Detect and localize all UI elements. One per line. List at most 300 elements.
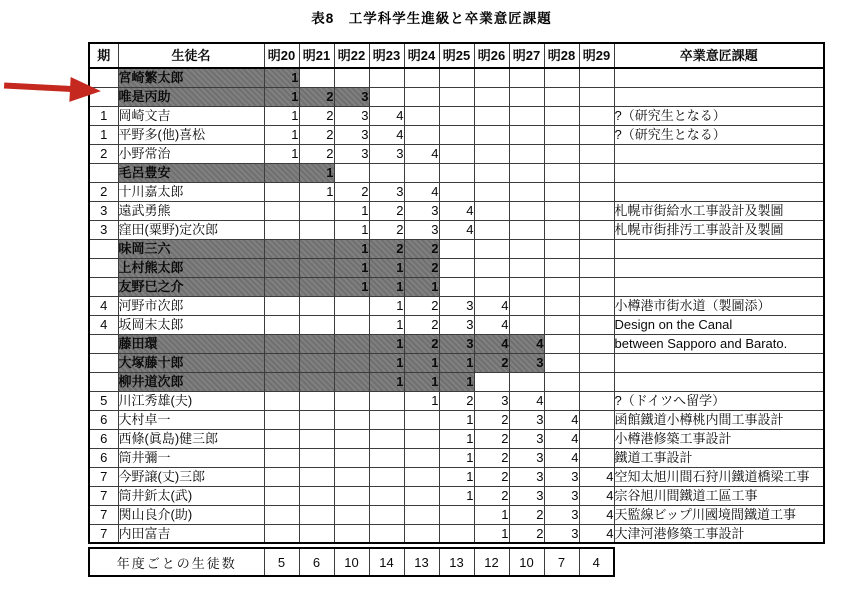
year-cell (544, 315, 579, 334)
year-cell (509, 182, 544, 201)
year-cell: 1 (369, 296, 404, 315)
year-cell (439, 68, 474, 87)
year-cell: 2 (299, 87, 334, 106)
year-cell (369, 163, 404, 182)
year-cell: 1 (474, 524, 509, 543)
year-cell: 1 (439, 486, 474, 505)
header-year-明23: 明23 (369, 43, 404, 68)
year-cell (299, 448, 334, 467)
year-cell: 1 (369, 258, 404, 277)
year-cell: 3 (509, 486, 544, 505)
student-name-cell: 筒井釿太(武) (118, 486, 264, 505)
year-cell (334, 391, 369, 410)
table-row (89, 87, 824, 106)
footer-count-cell: 10 (334, 548, 369, 576)
year-cell (474, 239, 509, 258)
student-name-cell: 河野市次郎 (118, 296, 264, 315)
header-year-明25: 明25 (439, 43, 474, 68)
year-cell (474, 258, 509, 277)
header-graduation-project: 卒業意匠課題 (614, 43, 824, 68)
student-name-cell: 坂岡末太郎 (118, 315, 264, 334)
year-cell (544, 353, 579, 372)
year-cell (544, 372, 579, 391)
year-cell: 3 (509, 467, 544, 486)
year-cell (509, 163, 544, 182)
year-cell (439, 144, 474, 163)
year-cell (509, 106, 544, 125)
year-cell (579, 353, 614, 372)
term-cell (89, 372, 118, 391)
year-cell: 1 (439, 372, 474, 391)
red-arrow-icon (2, 74, 106, 106)
student-name-cell: 平野多(他)喜松 (118, 125, 264, 144)
year-cell (369, 448, 404, 467)
year-cell: 3 (544, 505, 579, 524)
year-cell: 1 (334, 239, 369, 258)
term-cell: 3 (89, 201, 118, 220)
year-cell (299, 296, 334, 315)
student-name-cell: 今野譲(丈)三郎 (118, 467, 264, 486)
year-cell (474, 163, 509, 182)
year-cell (579, 220, 614, 239)
year-cell (474, 106, 509, 125)
year-cell: 4 (474, 334, 509, 353)
table-row (89, 277, 824, 296)
term-cell: 7 (89, 486, 118, 505)
year-cell: 2 (474, 353, 509, 372)
graduation-project-cell: 札幌市街給水工事設計及製圖 (614, 201, 824, 220)
year-cell (509, 296, 544, 315)
year-cell (579, 258, 614, 277)
term-cell: 3 (89, 220, 118, 239)
graduation-project-cell: 札幌市街排汚工事設計及製圖 (614, 220, 824, 239)
student-name-cell: 大塚藤十郎 (118, 353, 264, 372)
header-year-明29: 明29 (579, 43, 614, 68)
year-cell (439, 258, 474, 277)
year-cell (404, 125, 439, 144)
year-cell: 1 (439, 429, 474, 448)
year-cell (509, 258, 544, 277)
student-name-cell: 小野常治 (118, 144, 264, 163)
year-cell (264, 277, 299, 296)
student-name-cell: 岡崎文吉 (118, 106, 264, 125)
year-cell (544, 163, 579, 182)
graduation-project-cell: ?（ドイツへ留学） (614, 391, 824, 410)
year-cell: 2 (474, 448, 509, 467)
year-cell (579, 87, 614, 106)
table-row (89, 201, 824, 220)
year-cell: 1 (299, 163, 334, 182)
year-cell (544, 125, 579, 144)
year-cell (299, 68, 334, 87)
footer-count-cell: 4 (579, 548, 614, 576)
year-cell (299, 220, 334, 239)
year-cell (264, 296, 299, 315)
graduation-project-cell (614, 277, 824, 296)
year-cell: 4 (509, 391, 544, 410)
student-name-cell: 友野巳之介 (118, 277, 264, 296)
year-cell (579, 144, 614, 163)
year-cell (544, 106, 579, 125)
year-cell (579, 68, 614, 87)
footer-count-cell: 13 (439, 548, 474, 576)
year-cell (579, 334, 614, 353)
year-cell (579, 391, 614, 410)
student-name-cell: 西條(眞島)健三郎 (118, 429, 264, 448)
table-row (89, 68, 824, 87)
year-cell (264, 258, 299, 277)
year-cell (579, 410, 614, 429)
year-cell: 2 (369, 220, 404, 239)
student-name-cell: 筒井彌一 (118, 448, 264, 467)
year-cell (299, 258, 334, 277)
table-row (89, 220, 824, 239)
year-cell: 3 (509, 448, 544, 467)
header-student-name: 生徒名 (118, 43, 264, 68)
year-cell: 4 (579, 486, 614, 505)
table-row (89, 429, 824, 448)
year-cell: 4 (369, 106, 404, 125)
year-cell (299, 239, 334, 258)
graduation-project-cell (614, 182, 824, 201)
year-cell: 2 (334, 182, 369, 201)
year-cell: 2 (369, 201, 404, 220)
year-cell (369, 87, 404, 106)
student-name-cell: 関山良介(助) (118, 505, 264, 524)
year-cell (369, 467, 404, 486)
term-cell: 6 (89, 429, 118, 448)
year-cell (334, 334, 369, 353)
header-year-明20: 明20 (264, 43, 299, 68)
year-cell (264, 239, 299, 258)
year-cell: 4 (474, 296, 509, 315)
year-cell (299, 277, 334, 296)
year-cell (509, 239, 544, 258)
graduation-project-cell (614, 144, 824, 163)
header-year-明22: 明22 (334, 43, 369, 68)
year-cell (264, 429, 299, 448)
year-cell (369, 429, 404, 448)
year-cell: 1 (369, 353, 404, 372)
year-cell (369, 524, 404, 543)
year-cell: 1 (299, 182, 334, 201)
year-cell (544, 68, 579, 87)
year-cell (509, 87, 544, 106)
year-cell (579, 429, 614, 448)
graduation-project-cell (614, 353, 824, 372)
student-name-cell: 遠武勇熊 (118, 201, 264, 220)
footer-count-cell: 10 (509, 548, 544, 576)
year-cell: 1 (404, 391, 439, 410)
graduation-project-cell: 空知太旭川間石狩川鐵道橋梁工事 (614, 467, 824, 486)
student-name-cell: 窪田(粟野)定次郎 (118, 220, 264, 239)
footer-count-cell: 5 (264, 548, 299, 576)
year-cell (579, 125, 614, 144)
graduation-project-cell: ?（研究生となる） (614, 106, 824, 125)
year-cell: 2 (404, 315, 439, 334)
year-cell: 2 (474, 410, 509, 429)
graduation-project-cell (614, 68, 824, 87)
footer-count-cell: 14 (369, 548, 404, 576)
year-cell (544, 296, 579, 315)
year-cell (299, 486, 334, 505)
year-cell (264, 448, 299, 467)
year-cell: 4 (439, 220, 474, 239)
term-cell (89, 334, 118, 353)
year-cell (264, 410, 299, 429)
year-cell: 4 (544, 410, 579, 429)
year-cell (264, 505, 299, 524)
year-cell: 1 (439, 353, 474, 372)
year-cell (579, 277, 614, 296)
year-cell: 4 (544, 429, 579, 448)
year-cell: 2 (509, 524, 544, 543)
table-title: 表8 工学科学生進級と卒業意匠課題 (311, 11, 552, 26)
header-row (89, 43, 824, 68)
footer-count-cell: 12 (474, 548, 509, 576)
table-row (89, 315, 824, 334)
year-cell (544, 220, 579, 239)
year-cell: 1 (439, 448, 474, 467)
year-cell: 1 (404, 277, 439, 296)
graduation-project-cell (614, 258, 824, 277)
table-row (89, 486, 824, 505)
year-cell: 4 (544, 448, 579, 467)
year-cell (579, 448, 614, 467)
term-cell: 7 (89, 467, 118, 486)
year-cell (264, 201, 299, 220)
year-cell (299, 467, 334, 486)
year-cell (544, 258, 579, 277)
student-name-cell: 内田富吉 (118, 524, 264, 543)
year-cell: 2 (404, 239, 439, 258)
year-cell: 2 (404, 334, 439, 353)
year-cell (439, 87, 474, 106)
year-cell: 1 (404, 372, 439, 391)
student-name-cell: 十川嘉太郎 (118, 182, 264, 201)
table-row (89, 125, 824, 144)
term-cell: 7 (89, 505, 118, 524)
term-cell (89, 277, 118, 296)
year-cell (404, 448, 439, 467)
year-cell (439, 505, 474, 524)
year-cell (334, 448, 369, 467)
year-cell: 1 (439, 410, 474, 429)
year-cell: 1 (369, 315, 404, 334)
year-cell (334, 524, 369, 543)
graduation-project-cell: 天監線ビップ川國境間鐵道工事 (614, 505, 824, 524)
year-cell (264, 486, 299, 505)
year-cell (579, 163, 614, 182)
table-row (89, 524, 824, 543)
year-cell (404, 486, 439, 505)
graduation-project-cell: 鐵道工事設計 (614, 448, 824, 467)
graduation-project-cell: Design on the Canal (614, 315, 824, 334)
graduation-project-cell (614, 372, 824, 391)
year-cell: 3 (439, 296, 474, 315)
year-cell (404, 87, 439, 106)
year-cell (369, 68, 404, 87)
year-cell: 2 (299, 106, 334, 125)
term-cell: 4 (89, 296, 118, 315)
year-cell (439, 277, 474, 296)
graduation-project-cell: 大津河港修築工事設計 (614, 524, 824, 543)
year-cell (369, 505, 404, 524)
year-cell (474, 201, 509, 220)
year-cell: 1 (264, 68, 299, 87)
table-row (89, 296, 824, 315)
year-cell (404, 410, 439, 429)
year-cell: 3 (439, 334, 474, 353)
year-cell (264, 467, 299, 486)
year-cell (544, 334, 579, 353)
year-cell: 4 (404, 144, 439, 163)
year-cell (334, 410, 369, 429)
year-cell (299, 429, 334, 448)
year-cell: 2 (474, 486, 509, 505)
year-cell (474, 277, 509, 296)
year-cell (579, 239, 614, 258)
year-cell (509, 315, 544, 334)
term-cell: 6 (89, 410, 118, 429)
year-cell (299, 201, 334, 220)
year-cell (334, 467, 369, 486)
year-cell: 2 (404, 296, 439, 315)
year-cell: 3 (544, 524, 579, 543)
table-row (89, 410, 824, 429)
year-cell (474, 372, 509, 391)
year-cell (509, 372, 544, 391)
year-cell: 3 (544, 467, 579, 486)
footer-count-cell: 7 (544, 548, 579, 576)
year-cell: 4 (439, 201, 474, 220)
year-cell: 1 (369, 372, 404, 391)
term-cell: 6 (89, 448, 118, 467)
year-cell: 4 (404, 182, 439, 201)
graduation-project-cell (614, 239, 824, 258)
year-cell (579, 372, 614, 391)
year-cell (404, 524, 439, 543)
term-cell (89, 353, 118, 372)
graduation-project-cell: 函館鐵道小樽桃内間工事設計 (614, 410, 824, 429)
header-year-明27: 明27 (509, 43, 544, 68)
year-cell (299, 505, 334, 524)
year-cell (299, 353, 334, 372)
year-cell: 3 (334, 87, 369, 106)
year-cell: 1 (404, 353, 439, 372)
year-cell: 2 (474, 467, 509, 486)
year-cell (299, 334, 334, 353)
year-cell (369, 391, 404, 410)
graduation-project-cell: between Sapporo and Barato. (614, 334, 824, 353)
table-row (89, 353, 824, 372)
footer-count-cell: 13 (404, 548, 439, 576)
year-cell (579, 315, 614, 334)
year-cell (439, 106, 474, 125)
year-cell: 2 (299, 125, 334, 144)
year-cell (334, 429, 369, 448)
year-cell (404, 106, 439, 125)
year-cell (579, 182, 614, 201)
year-cell: 1 (264, 125, 299, 144)
year-cell: 1 (439, 467, 474, 486)
table-row (89, 505, 824, 524)
year-cell (404, 68, 439, 87)
year-cell (509, 144, 544, 163)
year-cell (474, 220, 509, 239)
year-cell (439, 125, 474, 144)
year-cell: 4 (474, 315, 509, 334)
year-cell (264, 334, 299, 353)
year-cell (264, 182, 299, 201)
year-cell (264, 372, 299, 391)
year-cell: 1 (369, 277, 404, 296)
year-cell (369, 410, 404, 429)
year-cell: 4 (509, 334, 544, 353)
year-cell (334, 505, 369, 524)
student-name-cell: 毛呂豊安 (118, 163, 264, 182)
year-cell (474, 87, 509, 106)
year-cell (579, 201, 614, 220)
table-row (89, 239, 824, 258)
header-year-明26: 明26 (474, 43, 509, 68)
year-cell (264, 315, 299, 334)
footer-row (89, 548, 614, 576)
year-cell (334, 372, 369, 391)
table-row (89, 334, 824, 353)
year-cell: 2 (299, 144, 334, 163)
table-row (89, 391, 824, 410)
header-year-明21: 明21 (299, 43, 334, 68)
year-cell (544, 87, 579, 106)
header-term: 期 (89, 43, 118, 68)
year-cell (544, 201, 579, 220)
year-cell (334, 486, 369, 505)
year-cell: 1 (474, 505, 509, 524)
year-cell (404, 163, 439, 182)
year-cell: 3 (439, 315, 474, 334)
year-cell (439, 524, 474, 543)
table-row (89, 372, 824, 391)
year-cell: 1 (264, 106, 299, 125)
year-cell: 4 (369, 125, 404, 144)
student-name-cell: 藤田環 (118, 334, 264, 353)
year-cell (579, 106, 614, 125)
table-row (89, 163, 824, 182)
year-cell (474, 125, 509, 144)
year-cell: 4 (579, 524, 614, 543)
year-cell (334, 296, 369, 315)
year-cell (509, 68, 544, 87)
year-cell: 3 (334, 106, 369, 125)
year-cell: 1 (369, 334, 404, 353)
graduation-project-cell: 小樽港修築工事設計 (614, 429, 824, 448)
table-row (89, 144, 824, 163)
year-cell (544, 391, 579, 410)
year-cell: 3 (334, 144, 369, 163)
student-progression-table (88, 42, 825, 544)
year-cell: 3 (544, 486, 579, 505)
year-cell (299, 372, 334, 391)
student-name-cell: 味岡三六 (118, 239, 264, 258)
term-cell: 1 (89, 125, 118, 144)
year-cell: 3 (474, 391, 509, 410)
year-cell (299, 391, 334, 410)
header-year-明24: 明24 (404, 43, 439, 68)
year-cell (299, 524, 334, 543)
student-name-cell: 川江秀雄(夫) (118, 391, 264, 410)
year-cell (264, 524, 299, 543)
